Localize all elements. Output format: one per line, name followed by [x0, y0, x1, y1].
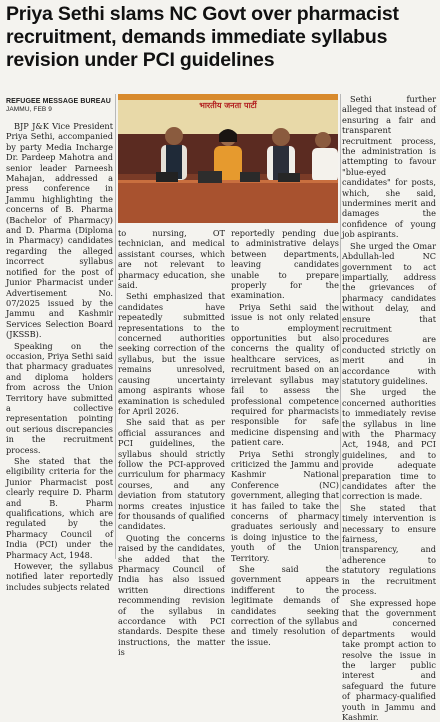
article-paragraph: She expressed hope that the government and concerned departments would take prompt action to resolve the issue in the larger public interest and safeguard the future of pharmacy-qualified youth in Jammu and Kashmir.: [342, 598, 436, 722]
article-column-4: [342, 94, 436, 559]
article-paragraph: Speaking on the occasion, Priya Sethi said that pharmacy graduates and diploma holders from across the Union Territory have submitted a collective representation pointing out serious discrepancies in the recruitment process.: [6, 341, 113, 455]
article-paragraph: Priya Sethi strongly criticized the Jammu and Kashmir National Conference (NC) government, alleging that it has failed to take the concerns of pharmacy graduates seriously and is doing injustice to the youth of the Union Territory.: [231, 449, 339, 563]
article-paragraph: However, the syllabus notified later reportedly includes subjects related: [6, 561, 113, 592]
byline: [6, 98, 111, 114]
article-paragraph: She said the government appears indifferent to the legitimate demands of candidates seeking correction of the syllabus and timely resolution of the issue.: [231, 564, 339, 647]
press-conference-photo: [118, 94, 338, 223]
headline: Priya Sethi slams NC Govt over pharmacist recruitment, demands immediate syllabus revision under PCI guidelines: [6, 3, 436, 72]
article-paragraph: Sethi further alleged that instead of ensuring a fair and transparent recruitment process, the administration is attempting to favour "blue-eyed candidates" for posts, which, she said, undermines merit and damages the confidence of young job aspirants.: [342, 94, 436, 240]
article-paragraph: She urged the concerned authorities to immediately revise the syllabus in line with the Pharmacy Act, 1948, and PCI guidelines, and to provide adequate preparation time to candidates after the correction is made.: [342, 387, 436, 501]
article-column-3: [231, 228, 339, 559]
article-paragraph: She said that as per official assurances and PCI guidelines, the syllabus should strictly follow the PCI-approved curriculum for pharmacy courses, and any deviation from statutory norms creates injustice for thousands of qualified candidates.: [118, 417, 225, 531]
article-paragraph: She stated that timely intervention is necessary to ensure fairness, transparency, and adherence to statutory regulations in the recruitment process.: [342, 503, 436, 597]
article-paragraph: BJP J&K Vice President Priya Sethi, accompanied by party Media Incharge Dr. Pardeep Mahotra and senior leader Parneesh Mahajan, addressed a press conference in Jammu highlighting the concerns of B. Pharma (Bachelor of Pharmacy) and D. Pharma (Diploma in Pharmacy) candidates regarding the alleged incorrect syllabus notified for the post of Junior Pharmacist under Advertisement No. 07/2025 issued by the Jammu and Kashmir Services Selection Board (JKSSB).: [6, 121, 113, 340]
article-paragraph: She stated that the eligibility criteria for the Junior Pharmacist post clearly require D. Pharm and B. Pharm qualifications, which are regulated by the Pharmacy Council of India (PCI) under the Pharmacy Act, 1948.: [6, 456, 113, 560]
article-paragraph: Sethi emphasized that candidates have repeatedly submitted representations to the concerned authorities seeking correction of the syllabus, but the issue remains unresolved, causing uncertainty among aspirants whose examination is scheduled for April 2026.: [118, 291, 225, 416]
article-paragraph: to nursing, OT technician, and medical assistant courses, which are not relevant to pharmacy education, she said.: [118, 228, 225, 290]
column-divider: [340, 94, 341, 559]
article-paragraph: Priya Sethi said the issue is not only related to employment opportunities but also concerns the quality of healthcare services, as recruitment based on an irrelevant syllabus may fail to assess the professional competence required for pharmacists responsible for safe medicine dispensing and patient care.: [231, 302, 339, 448]
article-paragraph: Quoting the concerns raised by the candidates, she added that the Pharmacy Council of India has also issued written directions recommending revision of the syllabus in accordance with PCI standards. Despite these instructions, the matter is: [118, 533, 225, 658]
banner-text: भारतीय जनता पार्टी: [199, 100, 257, 110]
article-column-1: [6, 121, 113, 559]
bureau-name: REFUGEE MESSAGE BUREAU: [6, 98, 111, 105]
article-paragraph: reportedly pending due to administrative delays between departments, leaving candidates unable to prepare properly for the examination.: [231, 228, 339, 301]
column-divider: [115, 94, 116, 559]
dateline: JAMMU, FEB 9: [6, 106, 111, 114]
article-column-2: [118, 228, 225, 559]
article-paragraph: She urged the Omar Abdullah-led NC government to act impartially, address the grievances of pharmacy candidates without delay, and ensure that recruitment procedures are conducted strictly on merit and in accordance with statutory guidelines.: [342, 241, 436, 387]
